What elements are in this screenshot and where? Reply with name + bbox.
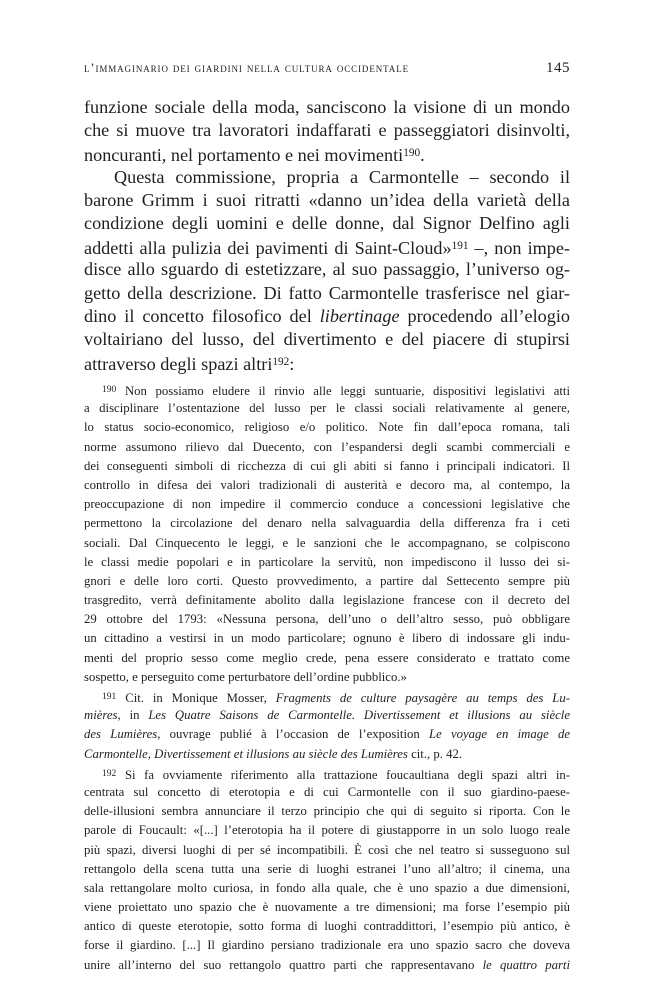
footnotes	[84, 380, 570, 975]
text-run: disce allo sguardo di estetizzare, al suo passaggio, l’universo og-	[84, 259, 570, 280]
text-run: controllo in difesa dei valori tradizionali di austerità e decoro ma, al contempo, la	[84, 477, 570, 492]
footnote-line	[84, 591, 570, 610]
text-run: gnori e delle loro corti. Questo provvedimento, a partire dal Settecento sempre più	[84, 573, 570, 588]
text-run: Carmontelle, Divertissement et illusions au siècle des Lumières	[84, 746, 408, 761]
text-run: centrata sul concetto di eterotopia e di cui Carmontelle con il suo giardino-paese-	[84, 784, 570, 799]
footnote-line	[84, 802, 570, 821]
text-run: libertinage	[319, 305, 400, 326]
body-line	[84, 305, 570, 328]
footnote-line	[84, 457, 570, 476]
text-run: forse il giardino. [...] Il giardino persiano tradizionale era uno spazio sacro che doveva	[84, 938, 570, 953]
footnote-line	[84, 956, 570, 975]
footnote-line	[84, 936, 570, 955]
text-run: trasgredito, verrà definitamente abolito dalla legislazione francese con il decreto del	[84, 593, 570, 608]
text-run: permettono la circolazione del denaro nella salvaguardia della differenza fra i ceti	[84, 516, 570, 531]
body-line	[84, 212, 570, 235]
footnote-line	[84, 495, 570, 514]
text-run: unire all’interno del suo rettangolo quattro parti che rappresentavano	[84, 957, 483, 972]
text-run: attraverso degli spazi altri	[84, 354, 273, 375]
body-line	[84, 96, 570, 119]
text-run: le classi medie popolari e in particolare la servitù, non impediscono il lusso dei si-	[84, 554, 570, 569]
footnote-line	[84, 860, 570, 879]
body-line	[84, 282, 570, 305]
footnote-number: 190	[102, 384, 117, 395]
footnote-line	[84, 879, 570, 898]
body-line	[84, 328, 570, 351]
text-run: addetti alla pulizia dei pavimenti di Saint-Cloud»	[84, 238, 452, 259]
footnote-line	[84, 706, 570, 725]
footnote-line	[84, 917, 570, 936]
text-run: preoccupazione di non impedire il commercio conduce a concessioni legislative che	[84, 497, 570, 512]
text-run: lo status socio-economico, religioso e/o politico. Note fin dall’epoca romana, tali	[84, 420, 570, 435]
footnote-line	[84, 610, 570, 629]
text-run: Questa commissione, propria a Carmontelle – secondo il	[114, 166, 570, 187]
body-line	[84, 258, 570, 281]
running-head-title: l’immaginario dei giardini nella cultura occidentale	[84, 61, 410, 75]
text-run: Les Quatre Saisons de Carmontelle. Divertissement et illusions au siècle	[148, 708, 570, 723]
footnote-line	[84, 898, 570, 917]
footnote-number: 192	[102, 767, 117, 779]
text-run: Si fa ovviamente riferimento alla trattazione foucaultiana degli spazi altri in-	[116, 767, 570, 782]
footnote-line	[84, 629, 570, 648]
text-run: dino il concetto filosofico del	[84, 305, 320, 326]
text-run: :	[289, 354, 295, 375]
page-number: 145	[546, 60, 570, 76]
text-run: le quattro parti	[482, 957, 570, 972]
text-run: delle-illusioni sembra annunciare il terzo principio che qui di seguito si riporta. Con le	[84, 804, 570, 819]
footnote-line	[84, 572, 570, 591]
text-run: getto della descrizione. Di fatto Carmontelle trasferisce nel giar-	[84, 282, 570, 303]
text-run: Non possiamo eludere il rinvio alle leggi suntuarie, dispositivi legislativi atti	[116, 384, 570, 399]
body-line	[84, 142, 570, 165]
footnote-ref: 190	[403, 147, 421, 160]
footnote-ref: 191	[451, 240, 469, 253]
body-line	[84, 235, 570, 258]
footnote-ref: 192	[272, 356, 290, 369]
text-run: che si muove tra lavoratori indaffarati e passeggiatori disinvolti,	[84, 120, 570, 141]
body-line	[84, 166, 570, 189]
text-run: rettangolo della scena tutta una serie di luoghi estranei l’uno all’altro; il cinema, una	[84, 861, 570, 876]
text-run: .	[420, 145, 425, 166]
footnote-line	[84, 476, 570, 495]
footnote-line	[84, 841, 570, 860]
text-run: sociali. Dal Cinquecento le leggi, e le sanzioni che le accompagnano, se colpiscono	[84, 535, 570, 550]
text-run: –, non impe-	[468, 238, 570, 259]
footnote-line	[84, 821, 570, 840]
text-run: , in	[117, 708, 149, 723]
text-run: Fragments de culture paysagère au temps des Lu-	[275, 691, 570, 706]
text-run: un cittadino a vestirsi in un modo particolare; ognuno è libero di indossare gli indu-	[84, 631, 570, 646]
footnote-line	[84, 668, 570, 687]
body-line	[84, 119, 570, 142]
text-run: antico di queste eterotopie, sotto forma di luoghi contraddittori, l’esempio più antico, è	[84, 919, 570, 934]
text-run: cit., p. 42.	[407, 746, 463, 761]
footnote-line	[84, 380, 570, 399]
body-line	[84, 351, 570, 374]
text-run: parole di Foucault: «[...] l’eterotopia ha il potere di giustapporre in un solo luogo reale	[84, 823, 570, 838]
text-run: a disciplinare l’ostentazione del lusso per le classi sociali relativamente al genere,	[84, 401, 570, 416]
text-run: barone Grimm i suoi ritratti «danno un’idea della varietà della	[84, 189, 570, 210]
footnote-line	[84, 553, 570, 572]
text-run: viene proiettato uno spazio che è nuovamente a tre dimensioni; ma forse l’esempio più	[84, 900, 570, 915]
footnote-number: 191	[102, 691, 117, 702]
body-line	[84, 189, 570, 212]
footnote-line	[84, 649, 570, 668]
text-run: Le voyage en image de	[428, 727, 570, 742]
footnote-line	[84, 783, 570, 802]
text-run: mières	[84, 708, 118, 723]
text-run: sospetto, e perseguito come perturbatore dell’ordine pubblico.»	[84, 669, 407, 684]
text-run: 29 ottobre del 1793: «Nessuna persona, dell’uno o dell’altro sesso, può obbligare	[84, 612, 570, 627]
text-run: noncuranti, nel portamento e nei movimenti	[84, 145, 404, 166]
footnote-line	[84, 418, 570, 437]
text-run: norme assumono rilievo dal Duecento, con l’espandersi degli scambi commerciali e	[84, 439, 570, 454]
running-head	[84, 60, 570, 77]
footnote-line	[84, 399, 570, 418]
text-run: funzione sociale della moda, sanciscono la visione di un mondo	[84, 97, 570, 117]
text-run: menti del proprio sesso come meglio crede, pena essere considerato e trattato come	[84, 650, 570, 665]
footnote-line	[84, 725, 570, 744]
footnote-line	[84, 764, 570, 783]
footnote-line	[84, 514, 570, 533]
text-run: des Lumières	[84, 727, 158, 742]
text-run: dei conseguenti simboli di ricchezza di cui gli abiti si fanno i principali indicatori. Il	[84, 458, 570, 473]
text-run: Cit. in Monique Mosser,	[116, 691, 276, 706]
text-run: procedendo all’elogio	[399, 305, 570, 326]
footnote-line	[84, 687, 570, 706]
text-run: sala rettangolare molto curiosa, in fondo alla quale, che è uno spazio a due dimensioni,	[84, 880, 570, 895]
footnote-line	[84, 745, 570, 764]
footnote-line	[84, 534, 570, 553]
body-text	[84, 96, 570, 374]
text-run: condizione degli uomini e delle donne, dal Signor Delfino agli	[84, 212, 570, 233]
text-run: più spazi, diversi luoghi di per sé incompatibili. È così che nel teatro si susseguono sul	[84, 842, 570, 857]
text-run: , ouvrage publié à l’occasion de l’exposition	[157, 727, 429, 742]
text-run: voltairiano del lusso, del divertimento e del piacere di stupirsi	[84, 328, 570, 349]
footnote-line	[84, 438, 570, 457]
